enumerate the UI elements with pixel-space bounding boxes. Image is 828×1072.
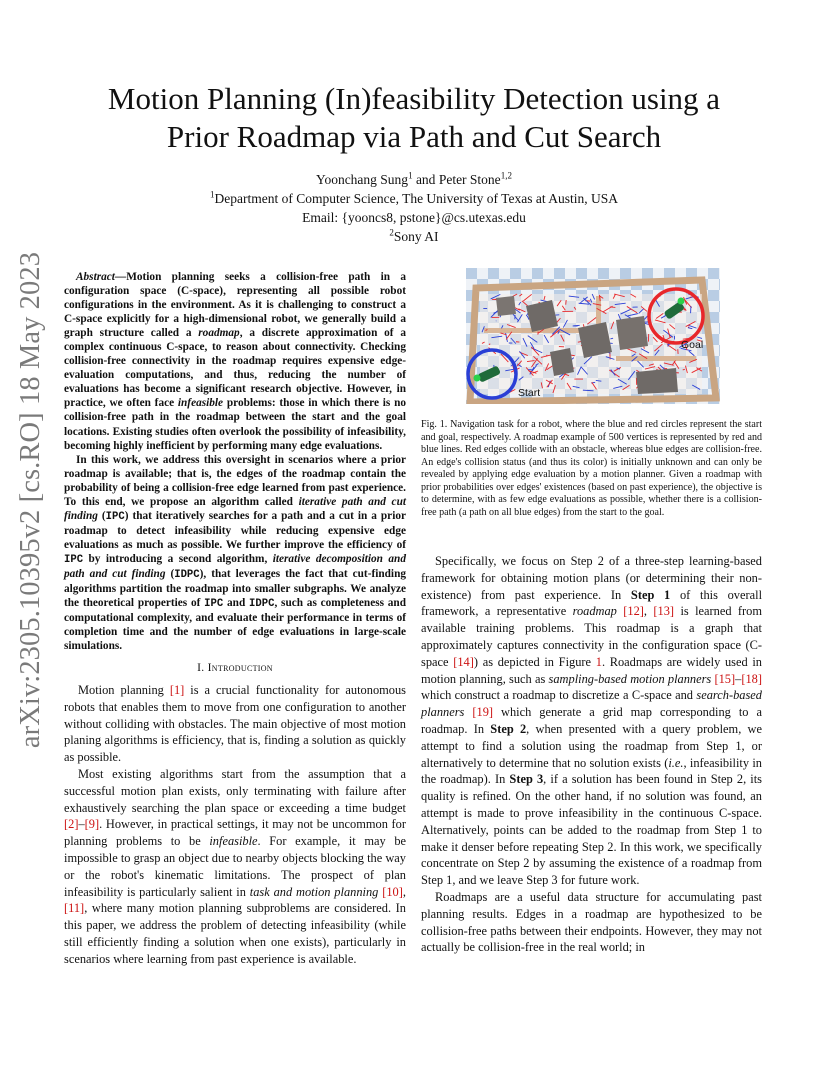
author-block — [160, 170, 668, 246]
abstract-emphasis: iterative path and cut finding — [64, 495, 406, 522]
author-email[interactable]: Email: {yooncs8, pstone}@cs.utexas.edu — [302, 210, 526, 225]
body-text: , — [402, 884, 406, 899]
obstacle-block — [616, 316, 648, 350]
citation-link[interactable]: [1] — [169, 683, 185, 698]
right-paragraph-2: Roadmaps are a useful data structure for accumulating past planning results. Edges in a roadmap are hypothesized to be collision-free paths between their endpoints. However, they may not actually be collision-free in the real world; in — [421, 889, 762, 955]
body-emphasis: roadmap — [572, 604, 617, 619]
roadmap-illustration — [466, 268, 720, 404]
body-text: , when presented with a query problem, we attempt to find a solution using the roadmap from Step 1, or alternatively to determine that no solution exists ( — [421, 721, 763, 770]
intro-paragraph-1 — [64, 682, 406, 766]
body-text: – — [78, 817, 85, 832]
citation-link[interactable]: [12] — [623, 604, 644, 619]
body-text: . Roadmaps are widely used in motion planning, such as — [421, 654, 762, 686]
figure-1-caption: Fig. 1. Navigation task for a robot, where the blue and red circles represent the start and goal, respectively. A roadmap example of 500 vertices is represented by red and blue lines. Red edges collide with an obstacle, whereas blue edges are collision-free. An edge's collision status (and thus its color) is initially unknown and can only be revealed by applying edge evaluation by a motion planner. Given a roadmap with prior probabilities over edges' existences (based on past experience), the objective is to determine, with as few edge evaluations as possible, whether there is a collision-free path (a path on all blue edges) from the start to the goal. — [421, 419, 762, 518]
body-text: Specifically, we focus on Step 2 of a three-step learning-based framework for obtaining motion plans (or determining their non-existence) from past experience. In — [421, 554, 762, 602]
abstract-text: ( — [97, 509, 106, 522]
citation-link[interactable]: [14] — [453, 654, 474, 669]
citation-link[interactable]: [11] — [64, 901, 85, 916]
body-text: which generate a grid map corresponding to a roadmap. In — [421, 705, 762, 736]
body-text: – — [735, 671, 742, 686]
abstract-text: ) that iteratively searches for a path and a cut in a prior roadmap to detect infeasibility while reducing expensive edge evaluations as much as possible. We further improve the efficiency of — [64, 509, 406, 551]
arxiv-side-stamp — [8, 200, 54, 800]
body-text: is a crucial functionality for autonomous robots that enables them to move from one configuration to another without colliding with obstacles. The main objective of most motion planing algorithms is efficiency, that is, finding a solution as quickly as possible. — [64, 683, 406, 765]
abstract-emphasis: infeasible — [177, 397, 224, 410]
abstract-text: ( — [165, 567, 175, 580]
affiliation-2 — [160, 227, 668, 246]
body-text: ) as depicted in Figure — [473, 654, 596, 669]
figure-1-roadmap-image — [466, 268, 720, 404]
abstract — [64, 270, 406, 653]
arxiv-identifier: arXiv:2305.10395v2 [cs.RO] 18 May 2023 — [15, 251, 47, 749]
body-text: , if a solution has been found in Step 2, its quality is refined. On the other hand, if no solution was found, an attempt is made to prove infeasibility in the continuous C-space. Alternatively, points can be added to the roadmap from Step 1 to make it denser before repeating Step 2. In this work, we specifically concentrate on Step 2 by assuming the existence of a roadmap from Step 1, and we leave Step 3 for future work. — [421, 772, 762, 888]
abstract-paragraph-1 — [64, 270, 406, 453]
figure-link[interactable]: 1 — [595, 654, 602, 669]
right-paragraph-1 — [421, 553, 762, 889]
step-label: Step 3 — [509, 772, 544, 787]
abstract-label: Abstract — [76, 271, 115, 283]
abstract-text: , such as completeness and computational complexity, and evaluate their performance in terms of completion time and the number of edge evaluations in large-scale simulations. — [64, 597, 406, 653]
abstract-text: by introducing a second algorithm, — [83, 552, 273, 565]
body-text: . However, in practical settings, it may not be uncommon for planning problems to be — [64, 817, 406, 849]
body-text: , where many motion planning subproblems are considered. In this paper, we address the problem of detecting infeasibility (while still efficiently finding a solution when one exists), particularly in scenarios where learning from past experience is available. — [64, 901, 406, 966]
citation-link[interactable]: [9] — [84, 817, 100, 832]
title-line-2: Prior Roadmap via Path and Cut Search — [166, 119, 662, 154]
abstract-emphasis: iterative decomposition and path and cut finding — [64, 552, 406, 580]
body-text: , — [643, 604, 654, 619]
right-column — [421, 553, 762, 956]
roadmap-edge — [644, 347, 645, 349]
body-emphasis: task and motion planning — [249, 884, 379, 899]
intro-paragraph-2 — [64, 766, 406, 968]
paper-title — [60, 80, 768, 156]
obstacle-block — [496, 296, 516, 316]
introduction-body — [64, 682, 406, 968]
abstract-text: ), that leverages the fact that cut-finding algorithms partition the roadmap into smaller subgraphs. We analyze the theoretical properties of — [64, 567, 406, 610]
body-text: is learned from available training problems. This roadmap is a graph that approximately captures connectivity in the configuration space (C-space — [421, 604, 763, 669]
body-emphasis: infeasible — [209, 834, 258, 849]
citation-link[interactable]: [2] — [64, 817, 79, 832]
algorithm-name-ipc: IPC — [64, 553, 84, 566]
body-emphasis: i.e. — [668, 755, 684, 770]
author-2: Peter Stone — [438, 172, 501, 187]
start-robot-head — [474, 375, 481, 382]
body-text: . For example, it may be impossible to grasp an object due to nearby objects blocking the way or the robot's kinematic limitations. The prospect of plan infeasibility is particularly salient in — [64, 834, 407, 899]
affiliation-1 — [160, 189, 668, 208]
citation-link[interactable]: [10] — [382, 884, 403, 899]
affiliation-2-mark: 2 — [389, 227, 394, 238]
citation-link[interactable]: [15] — [714, 671, 736, 686]
abstract-paragraph-2 — [64, 453, 406, 654]
author-2-affiliation-mark: 1,2 — [500, 170, 512, 181]
step-label: Step 2 — [490, 721, 527, 736]
step-label: Step 1 — [630, 587, 671, 602]
goal-label: Goal — [681, 339, 704, 351]
author-1-affiliation-mark: 1 — [408, 170, 413, 181]
goal-robot-head — [678, 298, 685, 305]
abstract-text: —Motion planning seeks a collision-free path in a configuration space (C-space), representing all possible robot configurations in the environment. As it is challenging to construct a C-space explicitly for a high-dimensional robot, we generally build a graph structure called a — [64, 271, 406, 340]
algorithm-name-ipc: IPC — [105, 510, 125, 523]
abstract-text: problems: those in which there is no collision-free path in the roadmap between the start and the goal locations. Existing studies often overlook the possibility of infeasibility, becoming highly inefficient by performing many edge evaluations. — [64, 397, 406, 452]
title-line-1: Motion Planning (In)feasibility Detection using a — [107, 81, 721, 116]
body-emphasis: sampling-based motion planners — [548, 671, 712, 686]
abstract-text: and — [223, 597, 250, 610]
affiliation-1-text: Department of Computer Science, The University of Texas at Austin, USA — [214, 191, 618, 206]
body-emphasis: search-based planners — [421, 688, 762, 720]
abstract-text: In this work, we address this oversight in scenarios where a prior roadmap is available; that is, the edges of the roadmap contain the probability of being a collision-free edge learned from past experience. To this end, we propose an algorithm called — [64, 453, 406, 508]
body-text: which construct a roadmap to discretize a C-space and — [421, 688, 697, 703]
obstacle-block — [636, 368, 678, 394]
abstract-text: , a discrete approximation of a complex continuous C-space, to reason about connectivity. Checking collision-free connectivity in the roadmap requires expensive edge-evaluation computations, and thus, reducing the number of evaluations has become a significant research objective. However, in practice, we often face — [64, 327, 406, 410]
author-names — [160, 170, 668, 189]
inner-wall — [616, 356, 696, 361]
affiliation-1-mark: 1 — [210, 189, 215, 200]
body-text: of this overall framework, a representative — [421, 587, 763, 619]
citation-link[interactable]: [13] — [653, 604, 675, 619]
obstacle-block — [550, 348, 574, 376]
left-column — [64, 270, 406, 968]
algorithm-name-ipc: IPC — [204, 598, 224, 611]
start-label: Start — [518, 387, 541, 399]
section-heading-introduction: I. Introduction — [197, 661, 273, 675]
citation-link[interactable]: [19] — [472, 705, 494, 720]
abstract-emphasis: roadmap — [198, 327, 240, 340]
obstacle-block — [578, 322, 612, 358]
body-text: Most existing algorithms start from the assumption that a successful motion plan exists, only terminating with failure after exhaustively searching the plan space or exceeding a time budget — [64, 767, 406, 815]
affiliation-2-text: Sony AI — [393, 229, 439, 244]
author-1: Yoonchang Sung — [316, 172, 409, 187]
body-text: , infeasibility in the roadmap). In — [421, 755, 762, 787]
body-text: Motion planning — [78, 683, 170, 698]
citation-link[interactable]: [18] — [741, 671, 762, 686]
algorithm-name-idpc: IDPC — [174, 568, 200, 581]
author-conjunction: and — [412, 172, 439, 187]
algorithm-name-idpc: IDPC — [249, 598, 275, 611]
